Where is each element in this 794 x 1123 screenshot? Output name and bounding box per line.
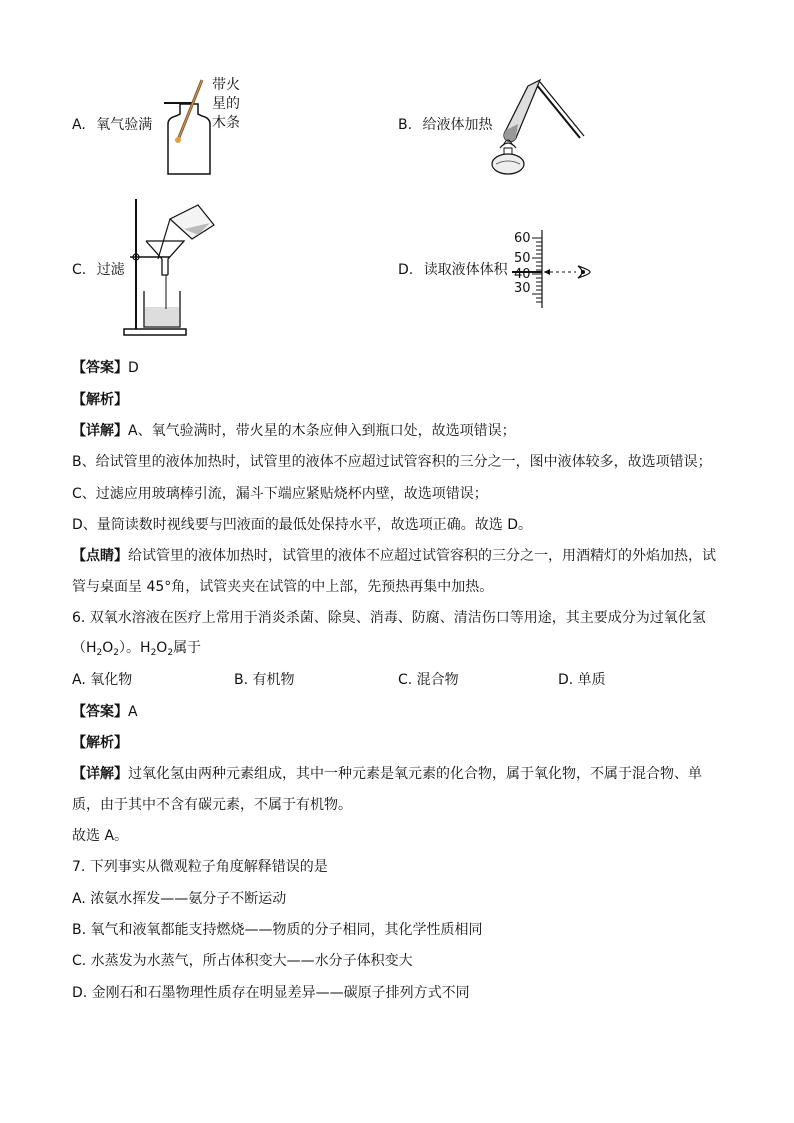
q6-option-d: D. 单质 [558,672,606,688]
tick-label-30: 30 [514,281,531,296]
q6-option-a: A. 氧化物 [72,672,133,688]
q7-stem: 7. 下列事实从微观粒子角度解释错误的是 [72,859,328,875]
cylinder-tick-labels [514,231,531,297]
option-c-text: 过滤 [96,262,125,278]
q7-option-b: B. 氧气和液氧都能支持燃烧——物质的分子相同，其化学性质相同 [72,922,483,938]
q5-analysis-tag [72,390,128,410]
tick-label-60: 60 [514,231,531,246]
q6-stem-line1: 6. 双氧水溶液在医疗上常用于消炎杀菌、除臭、消毒、防腐、清洁伤口等用途，其主要成分为过氧化氢 [72,610,706,626]
q7-option-d: D. 金刚石和石墨物理性质存在明显差异——碳原子排列方式不同 [72,985,470,1001]
q6-option-c: C. 混合物 [398,672,459,688]
option-b [398,115,493,135]
q6-analysis-tag [72,733,128,753]
option-a-text: 氧气验满 [96,117,153,133]
q6-formula-o2: O [156,640,168,656]
q6-answer-value: A [128,704,138,720]
q5-tip-tag: 【点睛】 [72,548,128,564]
figure-a-label-line2: 星的 [212,96,240,112]
q6-stem-tail: 属于 [173,640,202,656]
q5-answer [72,358,139,378]
figure-heating-liquid [488,78,588,178]
option-d [398,260,508,280]
q6-sub-o: 2 [113,648,120,658]
q7-option-a: A. 浓氨水挥发——氨分子不断运动 [72,891,287,907]
q6-sub-h2: 2 [150,648,157,658]
tick-label-40: 40 [514,267,531,282]
q5-detail-a-text: A、氧气验满时，带火星的木条应伸入到瓶口处，故选项错误； [128,423,516,439]
option-b-text: 给液体加热 [422,117,493,133]
q6-detail-line1: 过氧化氢由两种元素组成，其中一种元素是氧元素的化合物，属于氧化物，不属于混合物、单 [128,766,702,782]
option-b-letter: B. [398,117,413,133]
figure-a-label-line1: 带火 [212,77,240,93]
q5-tip-line2: 管与桌面呈 45°角，试管夹夹在试管的中上部，先预热再集中加热。 [72,579,494,595]
option-d-letter: D. [398,262,414,278]
q5-answer-value: D [128,360,139,376]
q5-detail-d: D、量筒读数时视线要与凹液面的最低处保持水平，故选项正确。故选 D。 [72,517,533,533]
q6-analysis-label: 【解析】 [72,735,128,751]
q6-sub-o2: 2 [167,648,174,658]
q6-stem-line2 [72,638,201,663]
option-a [72,115,152,135]
q7-option-c: C. 水蒸发为水蒸气，所占体积变大——水分子体积变大 [72,953,413,969]
q5-detail-b: B、给试管里的液体加热时，试管里的液体不应超过试管容积的三分之一，图中液体较多，故选项错误； [72,454,712,470]
q5-detail-a [72,421,516,441]
option-a-letter: A. [72,117,86,133]
option-d-text: 读取液体体积 [423,262,508,278]
q6-conclusion: 故选 A。 [72,828,129,844]
q6-answer-tag: 【答案】 [72,704,128,720]
q5-tip-line1: 给试管里的液体加热时，试管里的液体不应超过试管容积的三分之一，用酒精灯的外焰加热，试 [128,548,716,564]
q6-detail-line2: 质，由于其中不含有碳元素，不属于有机物。 [72,797,352,813]
q6-formula-close: ）。H [119,640,151,656]
figure-a-label-line3: 木条 [212,115,240,131]
q5-detail-tag: 【详解】 [72,423,128,439]
q6-detail [72,764,702,784]
q5-detail-c: C、过滤应用玻璃棒引流，漏斗下端应紧贴烧杯内壁，故选项错误； [72,486,488,502]
q6-formula-o: O [102,640,114,656]
figure-a-label [212,76,240,133]
q6-option-b: B. 有机物 [234,672,295,688]
q6-sub-h: 2 [96,648,103,658]
q5-analysis-label: 【解析】 [72,392,128,408]
q6-formula-open: （H [72,640,97,656]
q5-answer-tag: 【答案】 [72,360,128,376]
tick-label-50: 50 [514,251,531,266]
option-c-letter: C. [72,262,87,278]
q5-tip [72,546,716,566]
q6-detail-tag: 【详解】 [72,766,128,782]
figure-filtration [122,195,222,340]
q6-answer [72,702,138,722]
option-c [72,260,125,280]
